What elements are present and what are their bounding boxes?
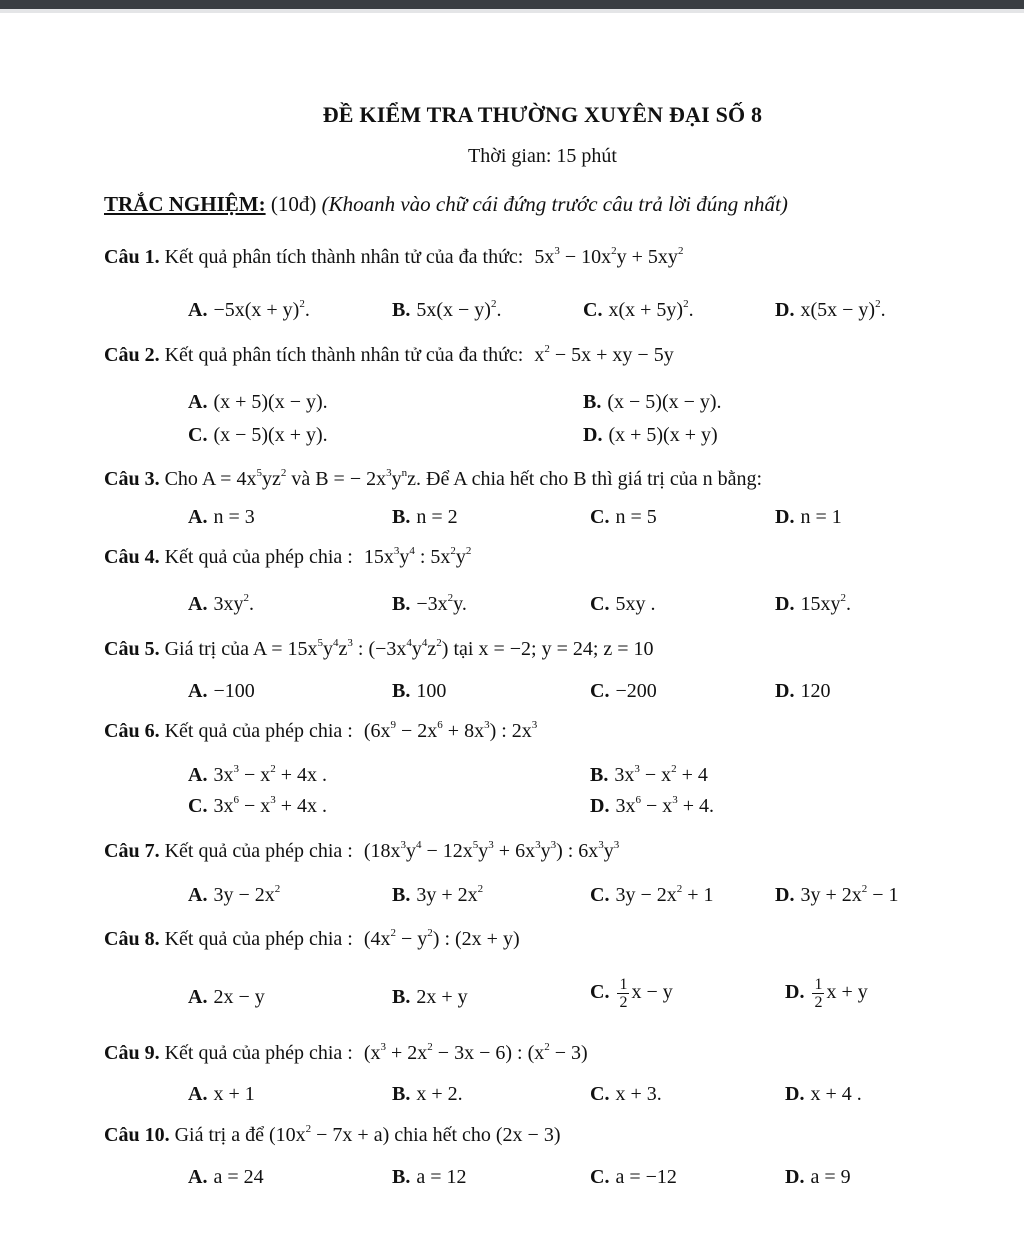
q4-option-d[interactable]: D. $15xy^2$. bbox=[775, 592, 851, 615]
q2-option-c[interactable]: C. (x − 5)(x + y). bbox=[188, 424, 328, 446]
q6-option-d[interactable]: D. $3x^6 - x^3 + 4$. bbox=[590, 794, 715, 817]
q5-option-d[interactable]: D. 120 bbox=[775, 680, 831, 702]
section-points: (10đ) bbox=[270, 192, 317, 216]
q7-option-c[interactable]: C. $3y - 2x^2 + 1$ bbox=[590, 883, 714, 906]
q10-option-a[interactable]: A. a = 24 bbox=[188, 1166, 264, 1188]
q4-option-b[interactable]: B. $-3x^2y$. bbox=[392, 592, 467, 615]
q6-option-a[interactable]: A. $3x^3 - x^2 + 4x$ . bbox=[188, 763, 328, 786]
q9-option-b[interactable]: B. x + 2. bbox=[392, 1083, 463, 1105]
question-4: Câu 4. Kết quả của phép chia : $15x^3y^4$ : $5x^2y^2$ bbox=[104, 545, 472, 568]
browser-top-bar bbox=[0, 0, 1024, 9]
instruction-line bbox=[104, 192, 788, 217]
q8-option-d[interactable]: D. $\frac{1}{2}$ x + y bbox=[785, 976, 868, 1011]
question-5: Câu 5. Giá trị của $A = 15x^5y^4z^3$ : $(-3x^4y^4z^2)$ tại x = −2; y = 24; z = 10 bbox=[104, 637, 654, 660]
question-8-expression: $(4x^2 - y^2)$ : (2x + y) bbox=[363, 927, 520, 950]
q10-option-d[interactable]: D. a = 9 bbox=[785, 1166, 851, 1188]
question-1-expression: $5x^3 - 10x^2y + 5xy^2$ bbox=[534, 245, 684, 268]
question-8: Câu 8. Kết quả của phép chia : $(4x^2 - y^2)$ : (2x + y) bbox=[104, 927, 520, 950]
question-9-expression: $(x^3 + 2x^2 - 3x - 6)$ : $(x^2 - 3)$ bbox=[363, 1041, 588, 1064]
q3-option-a[interactable]: A. n = 3 bbox=[188, 506, 255, 528]
question-3: Câu 3. Cho $A = 4x^5yz^2$ và B = − $2x^3y^nz$. Để A chia hết cho B thì giá trị của n bằng: bbox=[104, 467, 763, 490]
section-note: (Khoanh vào chữ cái đứng trước câu trả lời đúng nhất) bbox=[321, 192, 788, 216]
question-7-expression: $(18x^3y^4 - 12x^5y^3 + 6x^3y^3)$ : $6x^3y^3$ bbox=[363, 839, 620, 862]
q5-option-a[interactable]: A. −100 bbox=[188, 680, 255, 702]
question-1: Câu 1. Kết quả phân tích thành nhân tử của đa thức: $5x^3 - 10x^2y + 5xy^2$ bbox=[104, 245, 684, 268]
question-2-expression: $x^2 - 5x$ + xy − 5y bbox=[534, 343, 674, 366]
q3-option-b[interactable]: B. n = 2 bbox=[392, 506, 458, 528]
q7-option-b[interactable]: B. $3y + 2x^2$ bbox=[392, 883, 484, 906]
q6-option-b[interactable]: B. $3x^3 - x^2 + 4$ bbox=[590, 763, 708, 786]
q9-option-a[interactable]: A. x + 1 bbox=[188, 1083, 255, 1105]
fraction-one-half: $\frac{1}{2}$ bbox=[814, 976, 823, 1011]
q3-option-c[interactable]: C. n = 5 bbox=[590, 506, 657, 528]
q7-option-d[interactable]: D. $3y + 2x^2 - 1$ bbox=[775, 883, 899, 906]
question-4-expression: $15x^3y^4$ : $5x^2y^2$ bbox=[363, 545, 472, 568]
q9-option-d[interactable]: D. x + 4 . bbox=[785, 1083, 862, 1105]
q1-option-d[interactable]: D. $x(5x - y)^2$. bbox=[775, 298, 886, 321]
question-6: Câu 6. Kết quả của phép chia : $(6x^9 - 2x^6 + 8x^3)$ : $2x^3$ bbox=[104, 719, 538, 742]
question-10: Câu 10. Giá trị a để $(10x^2 - 7x + a)$ chia hết cho (2x − 3) bbox=[104, 1123, 561, 1146]
q1-option-c[interactable]: C. $x(x + 5y)^2$. bbox=[583, 298, 694, 321]
fraction-one-half: $\frac{1}{2}$ bbox=[619, 976, 628, 1011]
q1-option-a[interactable]: A. $-5x(x + y)^2$. bbox=[188, 298, 310, 321]
q7-option-a[interactable]: A. $3y - 2x^2$ bbox=[188, 883, 281, 906]
question-2: Câu 2. Kết quả phân tích thành nhân tử của đa thức: $x^2 - 5x$ + xy − 5y bbox=[104, 343, 674, 366]
q4-option-c[interactable]: C. 5xy . bbox=[590, 593, 656, 615]
q8-option-a[interactable]: A. 2x − y bbox=[188, 986, 265, 1008]
question-9: Câu 9. Kết quả của phép chia : $(x^3 + 2x^2 - 3x - 6)$ : $(x^2 - 3)$ bbox=[104, 1041, 588, 1064]
q8-option-b[interactable]: B. 2x + y bbox=[392, 986, 468, 1008]
q9-option-c[interactable]: C. x + 3. bbox=[590, 1083, 662, 1105]
q3-option-d[interactable]: D. n = 1 bbox=[775, 506, 842, 528]
question-6-expression: $(6x^9 - 2x^6 + 8x^3)$ : $2x^3$ bbox=[363, 719, 538, 742]
time-limit: Thời gian: 15 phút bbox=[468, 145, 617, 167]
q10-option-b[interactable]: B. a = 12 bbox=[392, 1166, 467, 1188]
q1-option-b[interactable]: B. $5x(x - y)^2$. bbox=[392, 298, 502, 321]
top-bar-shadow bbox=[0, 9, 1024, 13]
q2-option-d[interactable]: D. (x + 5)(x + y) bbox=[583, 424, 718, 446]
q8-option-c[interactable]: C. $\frac{1}{2}$ x − y bbox=[590, 976, 673, 1011]
section-heading: TRẮC NGHIỆM: bbox=[104, 192, 266, 216]
q10-option-c[interactable]: C. a = −12 bbox=[590, 1166, 677, 1188]
q2-option-b[interactable]: B. (x − 5)(x − y). bbox=[583, 391, 722, 413]
q5-option-b[interactable]: B. 100 bbox=[392, 680, 447, 702]
question-7: Câu 7. Kết quả của phép chia : $(18x^3y^4 - 12x^5y^3 + 6x^3y^3)$ : $6x^3y^3$ bbox=[104, 839, 620, 862]
q6-option-c[interactable]: C. $3x^6 - x^3 + 4x$ . bbox=[188, 794, 328, 817]
q5-option-c[interactable]: C. −200 bbox=[590, 680, 657, 702]
q4-option-a[interactable]: A. $3xy^2$. bbox=[188, 592, 254, 615]
page-title: ĐỀ KIỂM TRA THƯỜNG XUYÊN ĐẠI SỐ 8 bbox=[322, 102, 763, 127]
q2-option-a[interactable]: A. (x + 5)(x − y). bbox=[188, 391, 328, 413]
